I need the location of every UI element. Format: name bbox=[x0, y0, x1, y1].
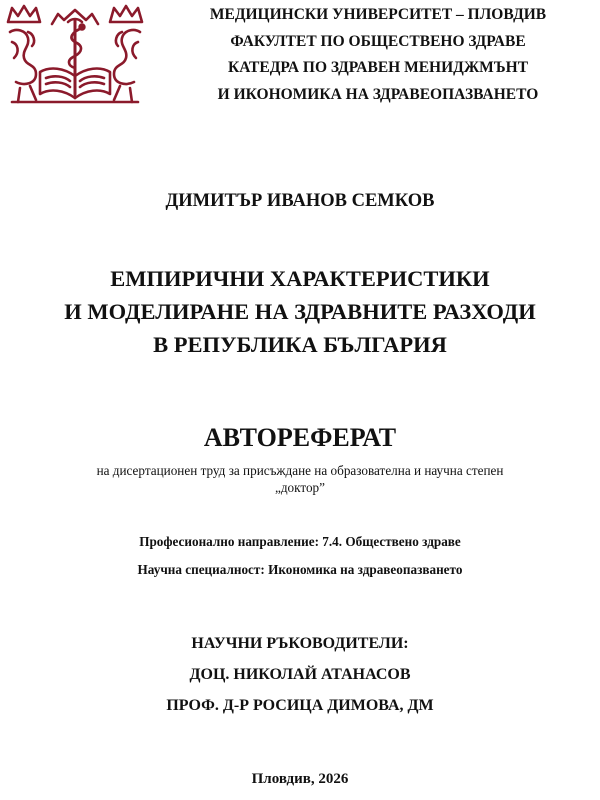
institution-block bbox=[160, 2, 596, 108]
institution-line: И ИКОНОМИКА НА ЗДРАВЕОПАЗВАНЕТО bbox=[217, 85, 539, 103]
title-line: И МОДЕЛИРАНЕ НА ЗДРАВНИТЕ РАЗХОДИ bbox=[64, 299, 536, 324]
title-line: ЕМПИРИЧНИ ХАРАКТЕРИСТИКИ bbox=[110, 266, 490, 291]
institution-line: МЕДИЦИНСКИ УНИВЕРСИТЕТ – ПЛОВДИВ bbox=[209, 6, 547, 23]
supervisor-name: ДОЦ. НИКОЛАЙ АТАНАСОВ bbox=[189, 666, 411, 683]
document-type: АВТОРЕФЕРАТ bbox=[203, 423, 397, 452]
thesis-title bbox=[0, 262, 600, 361]
scientific-specialty: Научна специалност: Икономика на здравеопазването bbox=[137, 562, 463, 577]
description-line: на дисертационен труд за присъждане на образователна и научна степен bbox=[96, 463, 504, 478]
supervisors-block bbox=[0, 628, 600, 721]
professional-field: Професионално направление: 7.4. Обществено здраве bbox=[139, 534, 461, 549]
institution-line: ФАКУЛТЕТ ПО ОБЩЕСТВЕНО ЗДРАВЕ bbox=[230, 32, 526, 50]
document-description bbox=[0, 462, 600, 496]
place-and-year: Пловдив, 2026 bbox=[251, 771, 349, 787]
university-emblem-icon bbox=[2, 2, 148, 108]
author-name: ДИМИТЪР ИВАНОВ СЕМКОВ bbox=[165, 191, 435, 211]
institution-line: КАТЕДРА ПО ЗДРАВЕН МЕНИДЖМЪНТ bbox=[227, 59, 529, 76]
description-line: „доктор” bbox=[274, 480, 326, 495]
supervisors-heading: НАУЧНИ РЪКОВОДИТЕЛИ: bbox=[191, 635, 409, 652]
title-line: В РЕПУБЛИКА БЪЛГАРИЯ bbox=[153, 332, 447, 357]
supervisor-name: ПРОФ. Д-Р РОСИЦА ДИМОВА, ДМ bbox=[166, 697, 434, 714]
